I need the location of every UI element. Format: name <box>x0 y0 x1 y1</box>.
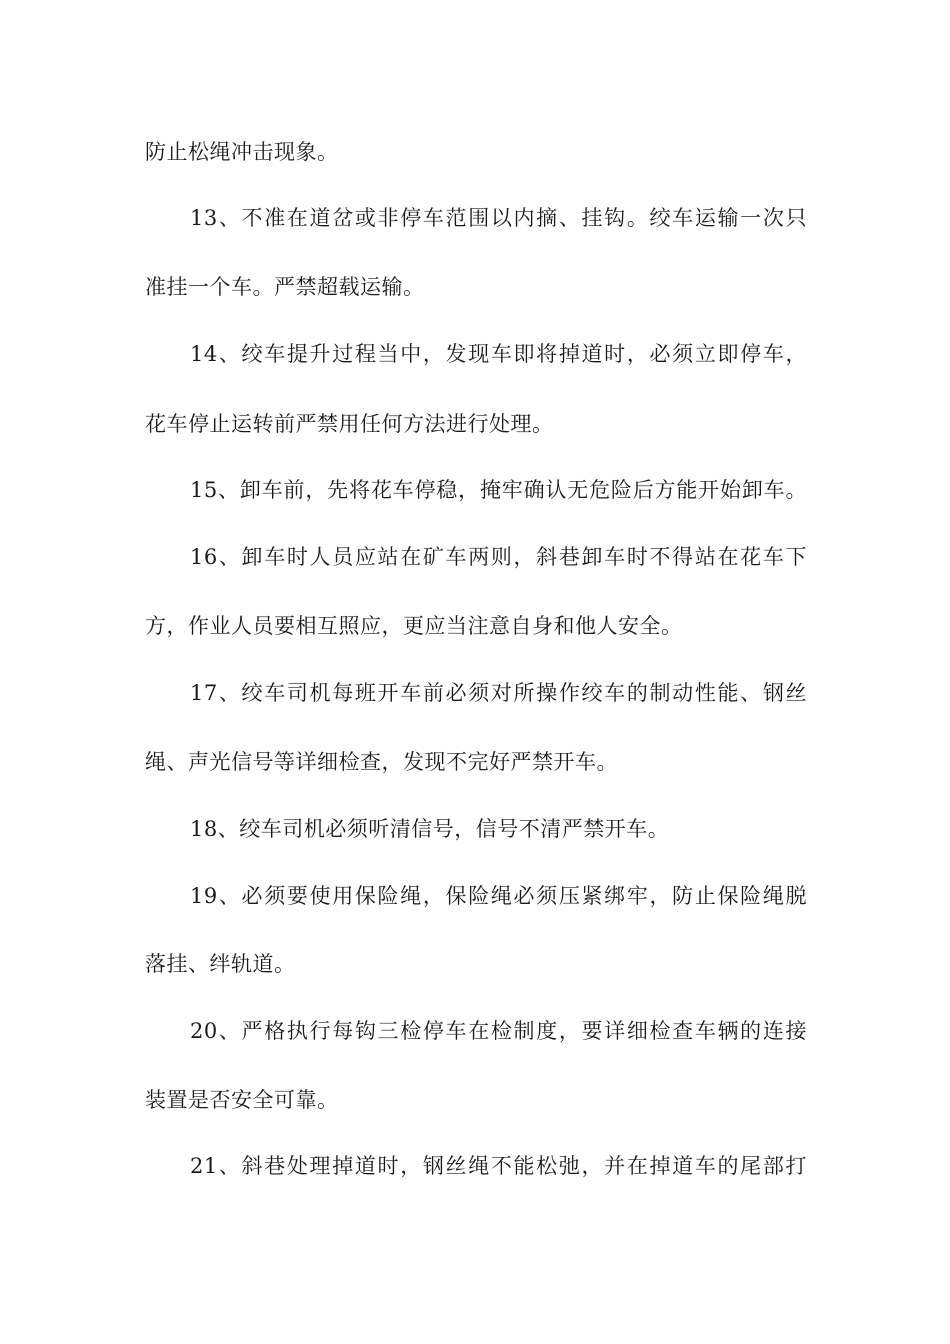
text-line: 21、斜巷处理掉道时，钢丝绳不能松弛，并在掉道车的尾部打 <box>190 1154 807 1178</box>
text-line: 16、卸车时人员应站在矿车两则，斜巷卸车时不得站在花车下 <box>190 545 807 569</box>
text-line: 落挂、绊轨道。 <box>145 952 296 976</box>
text-line: 18、绞车司机必须听清信号，信号不清严禁开车。 <box>190 817 670 841</box>
text-line: 17、绞车司机每班开车前必须对所操作绞车的制动性能、钢丝 <box>190 681 807 705</box>
text-line: 方，作业人员要相互照应，更应当注意自身和他人安全。 <box>145 614 683 638</box>
text-line: 准挂一个车。严禁超载运输。 <box>145 275 425 299</box>
text-line: 15、卸车前，先将花车停稳，掩牢确认无危险后方能开始卸车。 <box>190 478 807 502</box>
text-line: 14、绞车提升过程当中，发现车即将掉道时，必须立即停车， <box>190 342 807 366</box>
text-line: 绳、声光信号等详细检查，发现不完好严禁开车。 <box>145 750 618 774</box>
text-line: 花车停止运转前严禁用任何方法进行处理。 <box>145 412 554 436</box>
text-line: 装置是否安全可靠。 <box>145 1088 339 1112</box>
text-line: 13、不准在道岔或非停车范围以内摘、挂钩。绞车运输一次只 <box>190 206 807 230</box>
text-line: 19、必须要使用保险绳，保险绳必须压紧绑牢，防止保险绳脱 <box>190 884 807 908</box>
text-line: 20、严格执行每钩三检停车在检制度，要详细检查车辆的连接 <box>190 1019 807 1043</box>
text-line: 防止松绳冲击现象。 <box>145 140 339 164</box>
